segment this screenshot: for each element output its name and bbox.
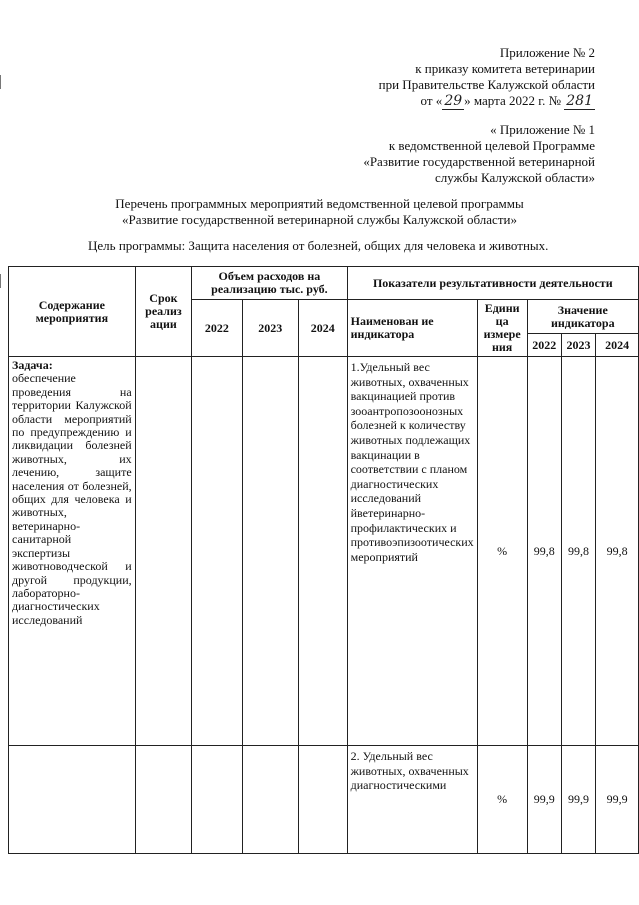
- volume-2024-cell: [298, 357, 347, 746]
- header-value-year: 2023: [561, 334, 595, 357]
- handwritten-number: 281: [566, 93, 593, 109]
- header-volume: Объем расходов на реализацию тыс. руб.: [192, 267, 347, 300]
- measures-table: [8, 266, 639, 854]
- margin-mark: [0, 75, 5, 89]
- appendix-2-header: [379, 45, 595, 109]
- indicator-name-cell: 1.Удельный вес животных, охваченных вакцинацией против зооантропозоонозных болезней к количеству животных подлежащих вакцинации в соответствии с планом диагностических исследований йветеринарно-профилактических и противоэпизоотических мероприятий: [347, 357, 477, 746]
- task-cell: [9, 357, 136, 746]
- table-row: [9, 357, 639, 746]
- volume-2022-cell: [192, 746, 242, 854]
- header-value-year: 2022: [527, 334, 561, 357]
- appendix-2-date: от « 29 » марта 2022 г. № 281: [420, 93, 593, 109]
- appendix-2-line: к приказу комитета ветеринарии: [415, 61, 595, 76]
- value-2023-cell: 99,9: [561, 746, 595, 854]
- task-text: обеспечение проведения на территории Калужской области мероприятий по предупреждению и ликвидации болезней животных, их лечению, защите населения от болезней, общих для человека и животных, ветеринарно-санитарной экспертизы животноводческой и другой продукции, лабораторно-диагностических исследований: [12, 371, 132, 627]
- header-year: 2024: [298, 300, 347, 357]
- unit-cell: %: [477, 746, 527, 854]
- header-indicator-name: Наименован ие индикатора: [347, 300, 477, 357]
- task-title: Задача:: [12, 358, 53, 372]
- table-row: [9, 746, 639, 854]
- appendix-2-title: Приложение № 2: [499, 45, 595, 60]
- indicator-name-cell: 2. Удельный вес животных, охваченных диагностическими: [347, 746, 477, 854]
- appendix-1-title: « Приложение № 1: [490, 122, 595, 137]
- task-cell-empty: [9, 746, 136, 854]
- volume-2023-cell: [242, 746, 298, 854]
- volume-2024-cell: [298, 746, 347, 854]
- header-value: Значение индикатора: [527, 300, 638, 334]
- term-cell: [135, 746, 192, 854]
- program-goal: Цель программы: Защита населения от болезней, общих для человека и животных.: [88, 238, 549, 253]
- header-indicators: Показатели результативности деятельности: [347, 267, 638, 300]
- header-year: 2023: [242, 300, 298, 357]
- header-content: Содержание мероприятия: [9, 267, 136, 357]
- header-year: 2022: [192, 300, 242, 357]
- volume-2023-cell: [242, 357, 298, 746]
- appendix-1-header: [363, 122, 595, 186]
- appendix-1-line: службы Калужской области»: [434, 170, 595, 185]
- appendix-1-line: «Развитие государственной ветеринарной: [363, 154, 595, 169]
- document-title: Перечень программных мероприятий ведомственной целевой программы «Развитие государственной ветеринарной службы Калужской области»: [115, 196, 524, 227]
- header-unit: Едини ца измере ния: [477, 300, 527, 357]
- header-term: Срок реализ ации: [135, 267, 192, 357]
- margin-mark: [0, 274, 5, 288]
- unit-cell: %: [477, 357, 527, 746]
- value-2023-cell: 99,8: [561, 357, 595, 746]
- value-2022-cell: 99,9: [527, 746, 561, 854]
- handwritten-day: 29: [444, 93, 463, 109]
- value-2024-cell: 99,8: [596, 357, 639, 746]
- volume-2022-cell: [192, 357, 242, 746]
- term-cell: [135, 357, 192, 746]
- header-value-year: 2024: [596, 334, 639, 357]
- appendix-1-line: к ведомственной целевой Программе: [388, 138, 595, 153]
- appendix-2-line: при Правительстве Калужской области: [378, 77, 595, 92]
- value-2024-cell: 99,9: [596, 746, 639, 854]
- value-2022-cell: 99,8: [527, 357, 561, 746]
